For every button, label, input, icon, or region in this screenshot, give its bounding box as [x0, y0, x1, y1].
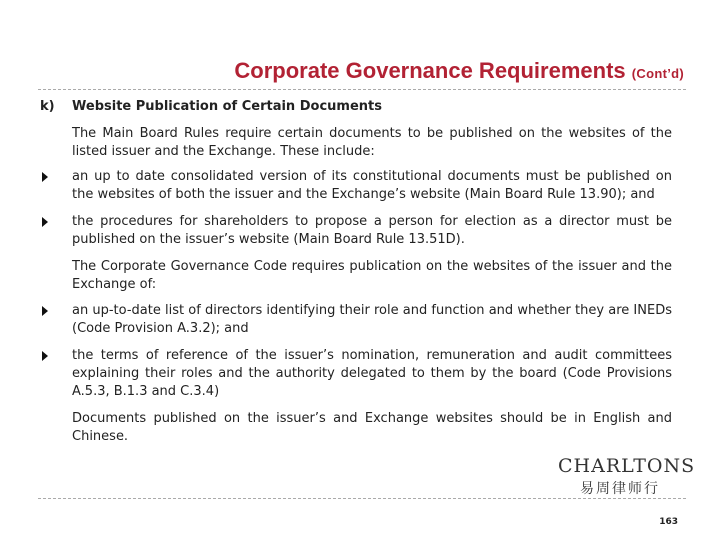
bullet-arrow-icon — [42, 306, 48, 316]
bullet-arrow-icon — [42, 217, 48, 227]
bottom-divider — [38, 498, 686, 499]
list-item: an up to date consolidated version of its constitutional documents must be published on the websites of both the issuer and the Exchange’s website (Main Board Rule 13.90); and — [72, 169, 672, 202]
list-item: the terms of reference of the issuer’s nomination, remuneration and audit committees explaining their roles and the authority delegated to them by the board (Code Provisions A.5.3, B.1.3 and C.3.4) — [72, 348, 672, 399]
page-number: 163 — [659, 517, 678, 527]
list-item: an up-to-date list of directors identifying their role and function and whether they are INEDs (Code Provision A.3.2); and — [72, 303, 672, 336]
list-item: the procedures for shareholders to propose a person for election as a director must be published on the issuer’s website (Main Board Rule 13.51D). — [72, 214, 672, 247]
title-suffix: (Cont’d) — [631, 66, 684, 81]
section-marker: k) — [40, 99, 55, 114]
title-text: Corporate Governance Requirements — [234, 58, 626, 83]
closing-paragraph: Documents published on the issuer’s and Exchange websites should be in English and Chinese. — [72, 411, 672, 444]
bullet-arrow-icon — [42, 172, 48, 182]
section-heading: Website Publication of Certain Documents — [72, 99, 382, 114]
code-intro-paragraph: The Corporate Governance Code requires publication on the websites of the issuer and the Exchange of: — [72, 259, 672, 292]
top-divider — [38, 89, 686, 90]
charltons-logo-chinese: 易周律师行 — [580, 481, 660, 497]
charltons-logo: CHARLTONS — [558, 455, 696, 477]
intro-paragraph: The Main Board Rules require certain documents to be published on the websites of the listed issuer and the Exchange. These include: — [72, 126, 672, 159]
bullet-arrow-icon — [42, 351, 48, 361]
slide-title — [0, 58, 684, 84]
